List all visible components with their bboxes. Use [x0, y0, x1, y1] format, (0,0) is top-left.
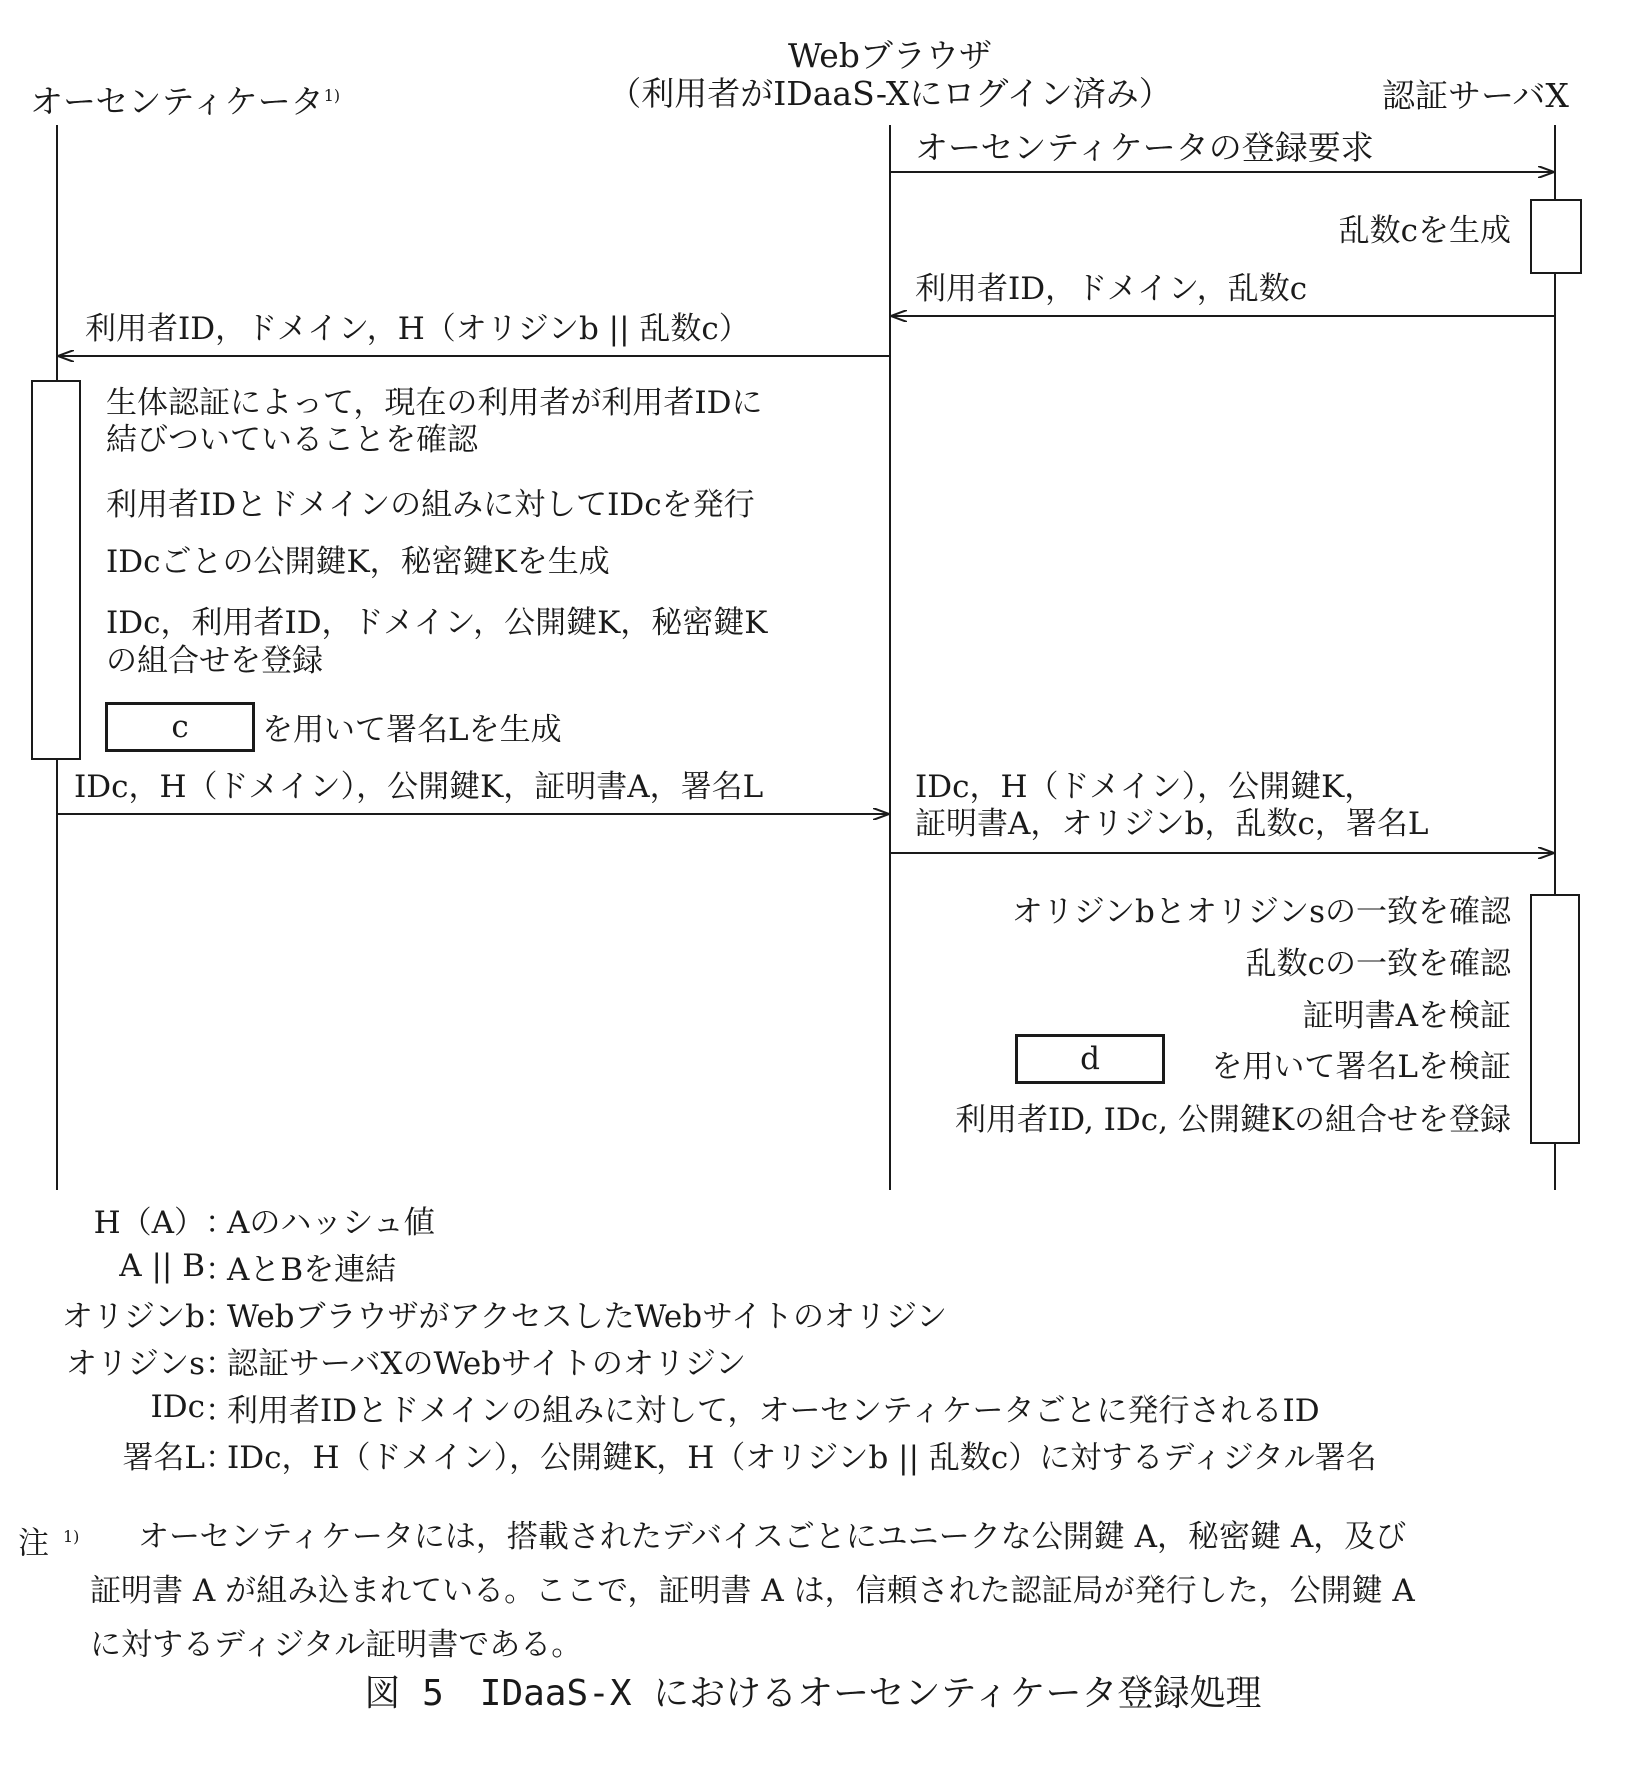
legend-separator: ：	[205, 1392, 236, 1429]
step-generate-random: 乱数cを生成	[1338, 213, 1511, 249]
legend-definition: AとBを連結	[227, 1251, 397, 1288]
step-verify-origin: オリジンbとオリジンsの一致を確認	[1011, 894, 1511, 930]
step-issue-idc: 利用者IDとドメインの組みに対してIDcを発行	[106, 487, 755, 523]
message-to-browser: IDc，H（ドメイン），公開鍵K，証明書A，署名L	[74, 769, 764, 805]
note-label-text: 注	[18, 1525, 49, 1562]
message-register-request: オーセンティケータの登録要求	[915, 128, 1374, 167]
legend-separator: ：	[205, 1298, 236, 1335]
legend-definition: 認証サーバXのWebサイトのオリジン	[227, 1345, 747, 1382]
legend-term: 署名L	[122, 1439, 205, 1476]
step-generate-signature: を用いて署名Lを生成	[262, 712, 562, 748]
legend-separator: ：	[205, 1439, 236, 1476]
participant-browser-title: Webブラウザ	[788, 36, 992, 75]
note-line-2: 証明書 A が組み込まれている。ここで，証明書 A は，信頼された認証局が発行した，公開鍵 A	[90, 1573, 1415, 1609]
legend-definition: Aのハッシュ値	[227, 1204, 435, 1241]
legend-separator: ：	[205, 1251, 236, 1288]
step-register-combination-line2: の組合せを登録	[106, 643, 323, 679]
legend-row	[0, 1384, 1320, 1430]
legend-term: オリジンb	[61, 1298, 205, 1335]
note-line-3: に対するディジタル証明書である。	[90, 1627, 583, 1663]
legend-separator: ：	[205, 1345, 236, 1382]
activation-authenticator	[32, 381, 80, 759]
note-label	[18, 1510, 79, 1570]
step-verify-certificate: 証明書Aを検証	[1302, 998, 1511, 1034]
legend-row	[0, 1431, 1377, 1477]
participant-authenticator-label: オーセンティケータ	[30, 82, 324, 121]
activation-server-1	[1531, 200, 1581, 273]
note-line-1: オーセンティケータには，搭載されたデバイスごとにユニークな公開鍵 A，秘密鍵 A，及び	[138, 1519, 1407, 1555]
step-verify-random: 乱数cの一致を確認	[1245, 946, 1511, 982]
step-verify-signature: を用いて署名Lを検証	[1211, 1049, 1511, 1085]
step-register-final: 利用者ID, IDc, 公開鍵Kの組合せを登録	[954, 1102, 1511, 1138]
blank-box-c: c	[105, 702, 255, 752]
participant-server: 認証サーバX	[1382, 76, 1569, 115]
legend-term: A || B	[119, 1248, 205, 1284]
step-register-combination-line1: IDc，利用者ID，ドメイン，公開鍵K，秘密鍵K	[106, 605, 768, 641]
legend-term: IDc	[150, 1389, 205, 1425]
figure-caption: 図 5 IDaaS-X におけるオーセンティケータ登録処理	[364, 1673, 1262, 1714]
note-mark: 1)	[63, 1527, 80, 1546]
participant-browser-subtitle: （利用者がIDaaS-Xにログイン済み）	[608, 74, 1172, 113]
activation-server-2	[1531, 895, 1579, 1143]
message-userid-domain-hash: 利用者ID，ドメイン，H（オリジンb || 乱数c）	[85, 311, 750, 347]
message-to-server-line2: 証明書A，オリジンb，乱数c，署名L	[915, 806, 1429, 842]
step-biometric-line2: 結びついていることを確認	[106, 422, 478, 458]
message-to-server-line1: IDc，H（ドメイン），公開鍵K，	[915, 769, 1376, 805]
message-userid-domain-random: 利用者ID，ドメイン，乱数c	[915, 271, 1308, 307]
legend-separator: ：	[205, 1204, 236, 1241]
legend-definition: IDc，H（ドメイン），公開鍵K，H（オリジンb || 乱数c）に対するディジタル署名	[227, 1439, 1377, 1476]
blank-box-d: d	[1015, 1034, 1165, 1084]
step-biometric-line1: 生体認証によって，現在の利用者が利用者IDに	[106, 385, 763, 421]
legend-row	[0, 1196, 435, 1242]
legend-row	[0, 1243, 396, 1289]
legend-term: H（A）	[93, 1204, 205, 1241]
participant-authenticator	[30, 76, 340, 122]
step-generate-keys: IDcごとの公開鍵K，秘密鍵Kを生成	[106, 544, 610, 580]
legend-row	[0, 1337, 746, 1383]
legend-term: オリジンs	[65, 1345, 205, 1382]
legend-definition: 利用者IDとドメインの組みに対して，オーセンティケータごとに発行されるID	[227, 1392, 1320, 1429]
footnote-mark: 1)	[323, 86, 341, 105]
legend-row	[0, 1290, 947, 1336]
legend-definition: WebブラウザがアクセスしたWebサイトのオリジン	[227, 1298, 948, 1335]
